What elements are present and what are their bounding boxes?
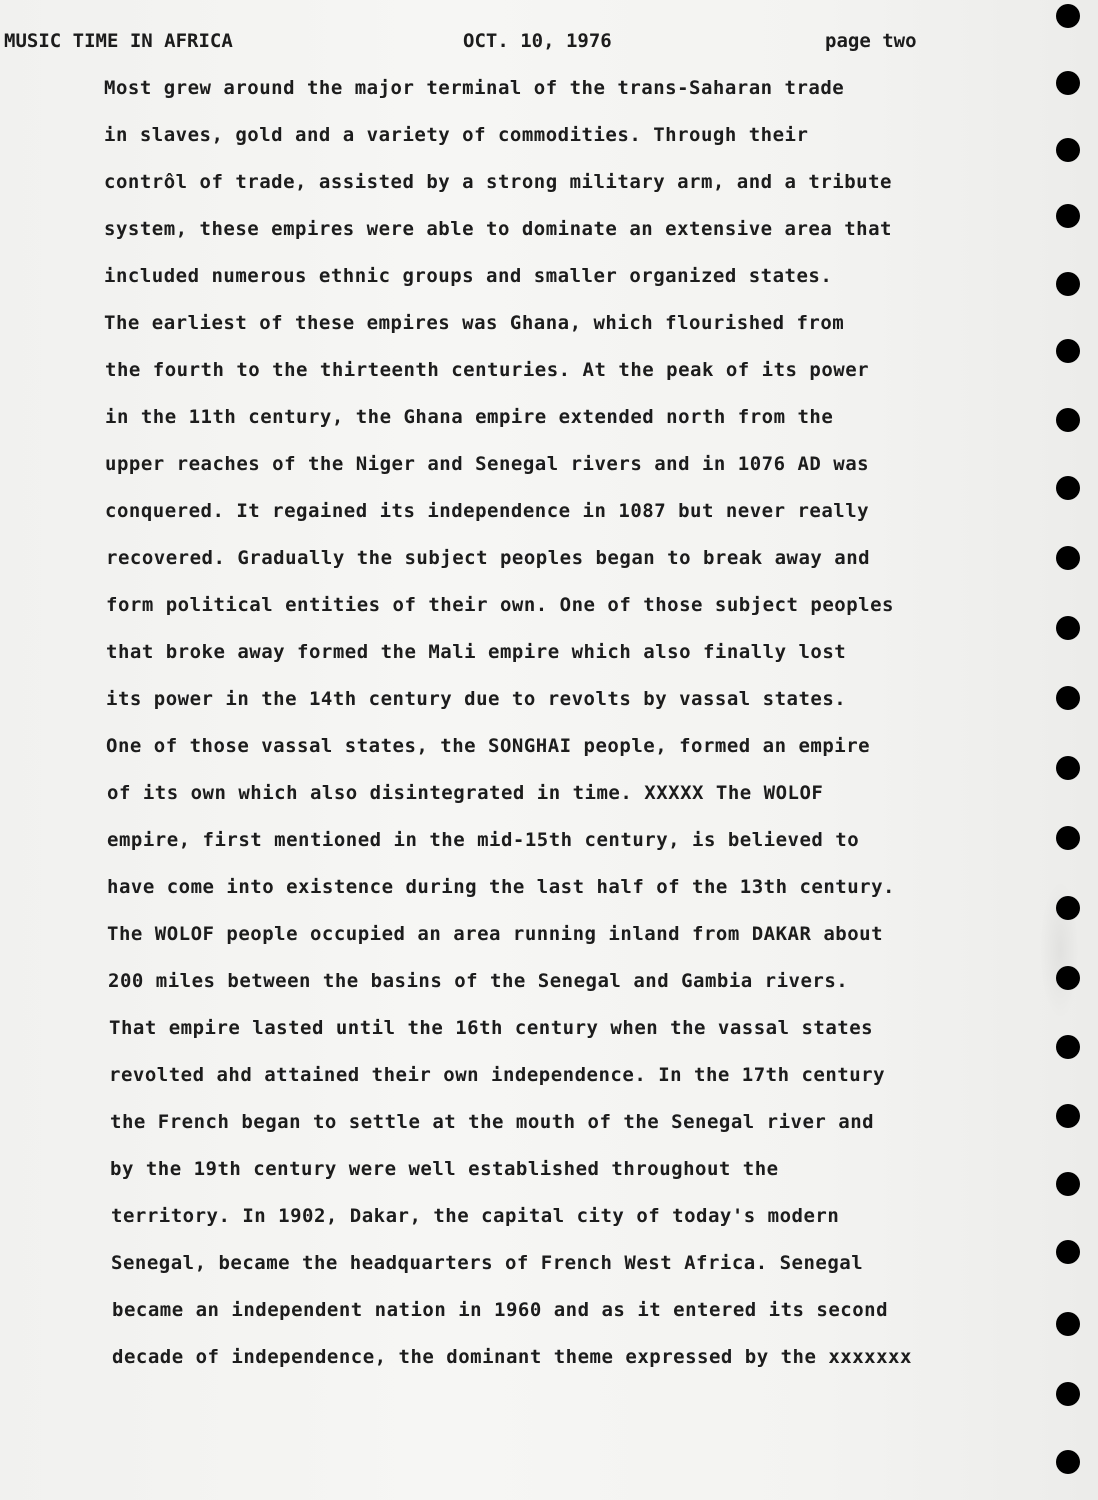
text-line: One of those vassal states, the SONGHAI people, formed an empire [106,735,871,757]
text-line: recovered. Gradually the subject peoples began to break away and [106,547,871,569]
punch-hole [1056,204,1080,228]
punch-hole [1056,966,1080,990]
text-line: form political entities of their own. One of those subject peoples [106,594,894,616]
text-line: the fourth to the thirteenth centuries. At the peak of its power [105,359,870,381]
header-date: OCT. 10, 1976 [463,30,612,52]
text-line: empire, first mentioned in the mid-15th century, is believed to [107,829,860,851]
body-text [104,72,1034,1388]
text-line: the French began to settle at the mouth of the Senegal river and [110,1111,875,1133]
text-line: Most grew around the major terminal of the trans-Saharan trade [104,77,845,99]
punch-hole [1056,408,1080,432]
text-line: have come into existence during the last half of the 13th century. [107,876,895,898]
punch-hole [1056,546,1080,570]
text-line: system, these empires were able to dominate an extensive area that [104,218,892,240]
punch-hole [1056,686,1080,710]
page-header [0,30,1040,56]
text-line: included numerous ethnic groups and smaller organized states. [104,265,833,287]
text-line: upper reaches of the Niger and Senegal rivers and in 1076 AD was [105,453,870,475]
punch-hole [1056,826,1080,850]
text-line: its power in the 14th century due to revolts by vassal states. [106,688,847,710]
punch-hole [1056,1104,1080,1128]
text-line: revolted ahd attained their own independence. In the 17th century [109,1064,886,1086]
punch-hole [1056,1172,1080,1196]
punch-hole [1056,1312,1080,1336]
text-line: by the 19th century were well established throughout the [110,1158,779,1180]
header-title: MUSIC TIME IN AFRICA [4,30,233,52]
punch-hole [1056,1382,1080,1406]
punch-hole [1056,339,1080,363]
punch-hole [1056,616,1080,640]
text-line: territory. In 1902, Dakar, the capital city of today's modern [111,1205,840,1227]
punch-hole [1056,71,1080,95]
punch-hole [1056,272,1080,296]
punch-hole [1056,1450,1080,1474]
text-line: That empire lasted until the 16th century when the vassal states [109,1017,874,1039]
text-line: that broke away formed the Mali empire which also finally lost [106,641,847,663]
punch-hole [1056,896,1080,920]
punch-hole [1056,138,1080,162]
text-line: 200 miles between the basins of the Senegal and Gambia rivers. [108,970,849,992]
text-line: The WOLOF people occupied an area running inland from DAKAR about [107,923,884,945]
text-line: contrôl of trade, assisted by a strong military arm, and a tribute [104,171,892,193]
text-line: conquered. It regained its independence in 1087 but never really [105,500,870,522]
text-line: of its own which also disintegrated in time. XXXXX The WOLOF [107,782,824,804]
text-line: in slaves, gold and a variety of commodities. Through their [104,124,809,146]
text-line: in the 11th century, the Ghana empire extended north from the [105,406,834,428]
header-page-number: page two [825,30,917,52]
punch-holes [1056,0,1086,1500]
punch-hole [1056,1240,1080,1264]
text-line: decade of independence, the dominant theme expressed by the xxxxxxx [112,1346,912,1368]
punch-hole [1056,4,1080,28]
punch-hole [1056,1035,1080,1059]
text-line: The earliest of these empires was Ghana, which flourished from [104,312,845,334]
punch-hole [1056,476,1080,500]
text-line: became an independent nation in 1960 and as it entered its second [112,1299,889,1321]
punch-hole [1056,756,1080,780]
text-line: Senegal, became the headquarters of French West Africa. Senegal [111,1252,864,1274]
